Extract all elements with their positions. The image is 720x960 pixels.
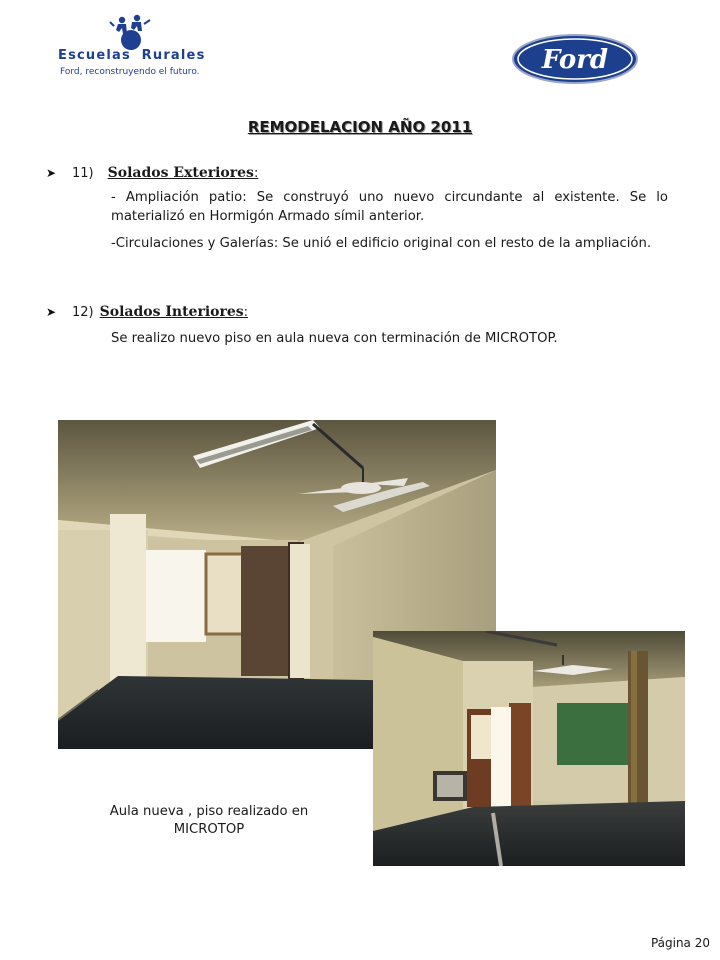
arrow-bullet-icon: ➤ <box>46 305 57 319</box>
ford-logo <box>511 33 639 85</box>
heading-colon: : <box>253 166 259 181</box>
page-number: Página 20 <box>650 936 710 950</box>
paragraph: -Circulaciones y Galerías: Se unió el edificio original con el resto de la ampliación. <box>111 236 652 251</box>
ford-logo-text: Ford <box>541 45 609 75</box>
section-heading-row <box>46 304 248 320</box>
logo-school-name: Escuelas Rurales <box>58 48 206 63</box>
logo-tagline: Ford, reconstruyendo el futuro. <box>60 67 200 77</box>
section-heading: Solados Exteriores <box>107 165 254 181</box>
section-number: 11) <box>72 166 94 181</box>
paragraph: Se realizo nuevo piso en aula nueva con terminación de MICROTOP. <box>111 331 558 346</box>
children-globe-icon <box>108 14 154 50</box>
arrow-bullet-icon: ➤ <box>46 166 57 180</box>
heading-colon: : <box>243 305 249 320</box>
paragraph: - Ampliación patio: Se construyó uno nuevo circundante al existente. Se lo materializó en Hormigón Armado símil anterior. <box>111 190 668 224</box>
escuelas-rurales-logo <box>58 14 228 80</box>
section-number: 12) <box>72 305 94 320</box>
page-title: REMODELACION AÑO 2011 <box>247 118 473 136</box>
classroom-door-photo <box>373 631 685 866</box>
section-heading: Solados Interiores <box>99 304 244 320</box>
photo-caption: Aula nueva , piso realizado en MICROTOP <box>109 804 309 837</box>
section-heading-row <box>46 165 258 181</box>
